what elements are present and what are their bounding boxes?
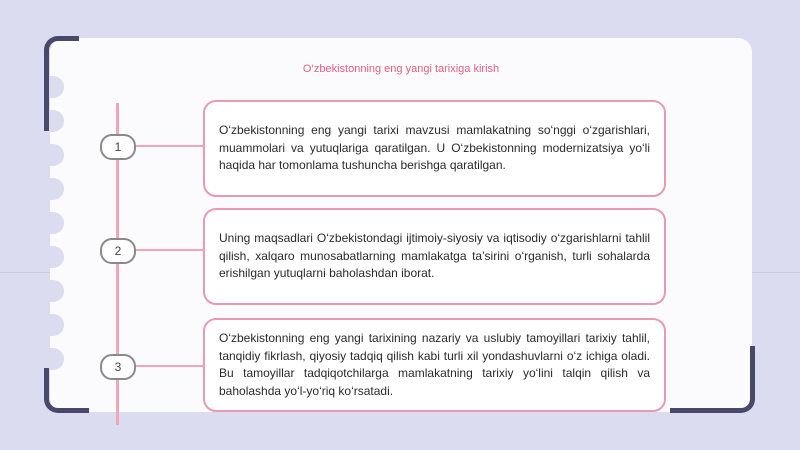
corner-bracket-bottom-right: [670, 346, 755, 413]
step-number-3: 3: [100, 354, 136, 380]
card-notch: [36, 280, 64, 302]
card-notch: [36, 178, 64, 200]
text-box-2: [203, 208, 666, 305]
timeline-connector: [131, 249, 203, 251]
card-notch: [36, 314, 64, 336]
text-box-content: Uning maqsadlari O‘zbekistondagi ijtimoiy-siyosiy va iqtisodiy o‘zgarishlarni tahlil qilish, xalqaro munosabatlarning mamlakatga ta’sirini o‘rganish, turli sohalarda erishilgan yutuqlarni baholashdan iborat.: [219, 231, 650, 281]
corner-bracket-top-left: [44, 36, 79, 131]
step-number-2: 2: [100, 238, 136, 264]
step-number-1: 1: [100, 134, 136, 160]
corner-bracket-bottom-left: [44, 368, 89, 413]
timeline-connector: [131, 145, 203, 147]
card-notch: [36, 246, 64, 268]
text-box-3: [203, 318, 666, 412]
timeline-connector: [131, 365, 203, 367]
slide-title: O‘zbekistonning eng yangi tarixiga kirish: [302, 63, 500, 75]
text-box-content: O‘zbekistonning eng yangi tarixining nazariy va uslubiy tamoyillari tarixiy tahlil, tanqidiy fikrlash, qiyosiy tadqiq qilish kabi turli xil yondashuvlarni o‘z ichiga oladi. Bu tamoyillar tadqiqotchilarga mamlakatning tarixiy yo‘lini talqin qilish va baholashda yo‘l-yo‘riq ko‘rsatadi.: [219, 331, 650, 398]
text-box-content: O‘zbekistonning eng yangi tarixi mavzusi mamlakatning so‘nggi o‘zgarishlari, muammolari va yutuqlariga qaratilgan. U O‘zbekistonning modernizatsiya yo‘li haqida har tomonlama tushuncha berishga qaratilgan.: [219, 123, 650, 173]
text-box-1: [203, 100, 666, 197]
card-notch: [36, 348, 64, 370]
card-notch: [36, 144, 64, 166]
card-notch: [36, 212, 64, 234]
